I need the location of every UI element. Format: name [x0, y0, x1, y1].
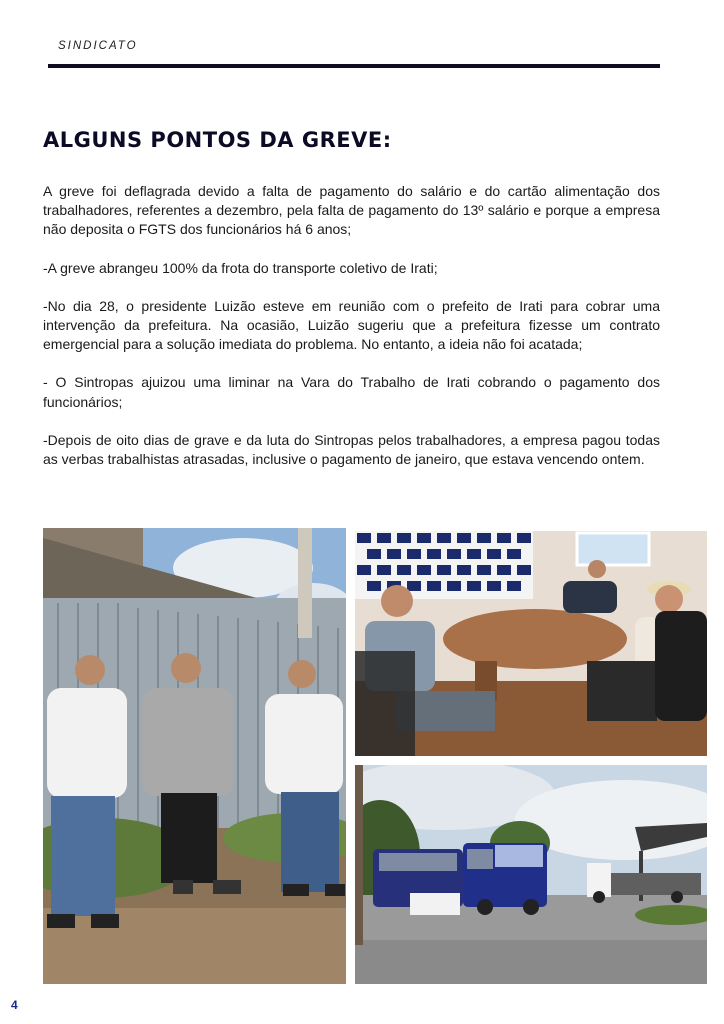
paragraph: -No dia 28, o presidente Luizão esteve em reunião com o prefeito de Irati para cobrar uma intervenção da prefeitura. Na ocasião, Luizão sugeriu que a prefeitura fizesse um contrato emergencial para a solução imediata do problema. No entanto, a ideia não foi acatada;: [43, 297, 660, 353]
paragraph: - O Sintropas ajuizou uma liminar na Vara do Trabalho de Irati cobrando o pagamento dos funcionários;: [43, 374, 660, 410]
header-label: SINDICATO: [58, 40, 138, 52]
paragraph: -Depois de oito dias de grave e da luta do Sintropas pelos trabalhadores, a empresa pagou todas as verbas trabalhistas atrasadas, inclusive o pagamento de janeiro, que estava vencendo ontem.: [43, 431, 660, 468]
photo-parked-buses: [355, 765, 707, 984]
photo-meeting-room: [355, 531, 707, 756]
paragraph: -A greve abrangeu 100% da frota do transporte coletivo de Irati;: [43, 259, 438, 276]
header-divider: [48, 64, 660, 68]
paragraph: A greve foi deflagrada devido a falta de pagamento do salário e do cartão alimentação dos trabalhadores, referentes a dezembro, pela falta de pagamento do 13º salário e porque a empresa não deposita o FGTS dos funcionários há 6 anos;: [43, 183, 660, 238]
page-number: 4: [11, 998, 18, 1012]
section-title: ALGUNS PONTOS DA GREVE:: [43, 128, 392, 152]
article-body: [43, 182, 660, 488]
photo-three-men: [43, 528, 346, 984]
